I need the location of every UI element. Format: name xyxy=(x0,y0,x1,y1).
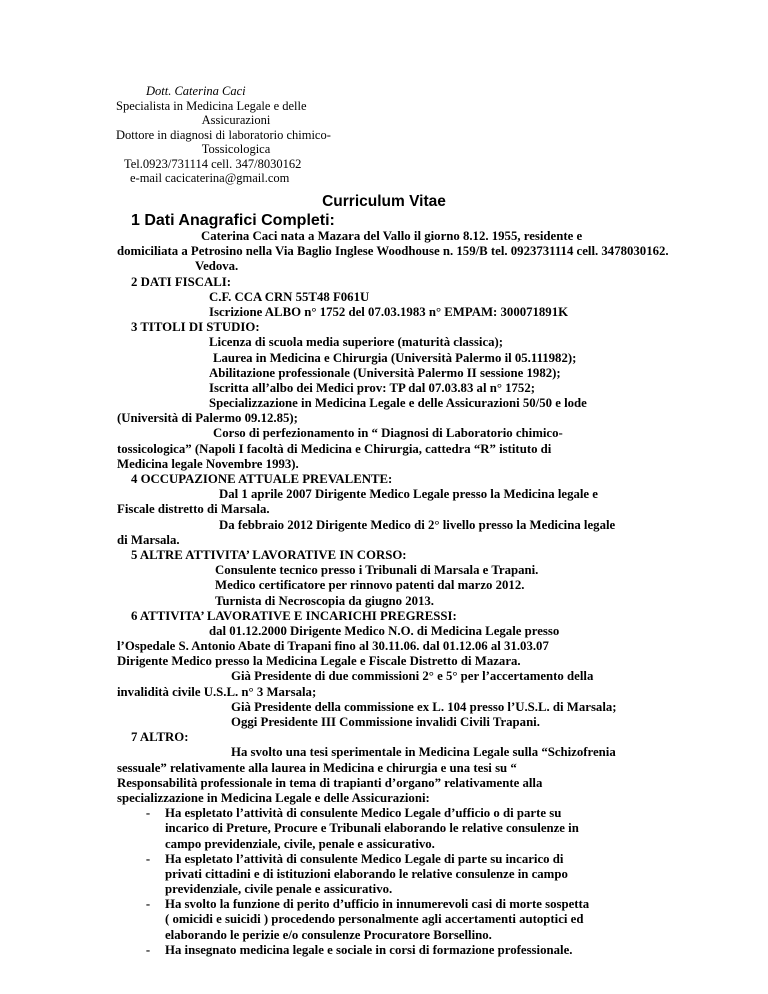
section-heading: 1 Dati Anagrafici Completi: xyxy=(131,212,335,229)
text-line: Specializzazione in Medicina Legale e delle Assicurazioni 50/50 e lode xyxy=(209,396,587,411)
bullet-dash: - xyxy=(145,897,151,912)
text-line: domiciliata a Petrosino nella Via Baglio Inglese Woodhouse n. 159/B tel. 0923731114 cell. 3478030162. xyxy=(117,244,669,259)
text-line: Licenza di scuola media superiore (maturità classica); xyxy=(209,335,504,350)
text-line: Laurea in Medicina e Chirurgia (Università Palermo il 05.111982); xyxy=(213,350,577,365)
list-item xyxy=(131,897,761,912)
text-line: Medicina legale Novembre 1993). xyxy=(117,456,299,471)
text-line: Medico certificatore per rinnovo patenti dal marzo 2012. xyxy=(215,578,525,593)
text-line: campo previdenziale, civile, penale e assicurativo. xyxy=(165,836,435,851)
text-line: invalidità civile U.S.L. n° 3 Marsala; xyxy=(117,684,317,699)
text-line: di Marsala. xyxy=(117,532,180,547)
text-line: Ha svolto una tesi sperimentale in Medicina Legale sulla “Schizofrenia xyxy=(231,745,616,760)
letterhead-line: Specialista in Medicina Legale e delle xyxy=(116,98,307,113)
section-heading: 7 ALTRO: xyxy=(131,730,189,745)
text-line: C.F. CCA CRN 55T48 F061U xyxy=(209,289,370,304)
text-line: Abilitazione professionale (Università Palermo II sessione 1982); xyxy=(209,365,561,380)
text-line: Turnista di Necroscopia da giugno 2013. xyxy=(215,593,435,608)
text-line: dal 01.12.2000 Dirigente Medico N.O. di Medicina Legale presso xyxy=(209,623,560,638)
text-line: previdenziale, civile penale e assicurativo. xyxy=(165,882,393,897)
text-line: (Università di Palermo 09.12.85); xyxy=(117,411,298,426)
text-line: sessuale” relativamente alla laurea in Medicina e chirurgia e una tesi su “ xyxy=(117,760,517,775)
doctor-name: Dott. Caterina Caci xyxy=(146,84,246,98)
document-body xyxy=(117,229,761,958)
list-item-text: Ha espletato l’attività di consulente Medico Legale d’ufficio o di parte su xyxy=(165,806,562,821)
text-line: Caterina Caci nata a Mazara del Vallo il giorno 8.12. 1955, residente e xyxy=(201,229,583,243)
bullet-dash: - xyxy=(145,851,151,866)
list-item-text: Ha svolto la funzione di perito d’ufficio in innumerevoli casi di morte sospetta xyxy=(165,897,590,912)
text-line: l’Ospedale S. Antonio Abate di Trapani fino al 30.11.06. dal 01.12.06 al 31.03.07 xyxy=(117,639,549,654)
document-title: Curriculum Vitae xyxy=(322,193,446,210)
list-item xyxy=(131,852,761,867)
text-line: Dirigente Medico presso la Medicina Legale e Fiscale Distretto di Mazara. xyxy=(117,654,521,669)
text-line: Iscritta all’albo dei Medici prov: TP dal 07.03.83 al n° 1752; xyxy=(209,380,535,395)
letterhead-line: Tossicologica xyxy=(201,142,271,156)
text-line: Oggi Presidente III Commissione invalidi Civili Trapani. xyxy=(231,715,540,729)
section-heading: 4 OCCUPAZIONE ATTUALE PREVALENTE: xyxy=(131,472,393,486)
text-line: ( omicidi e suicidi ) procedendo personalmente agli accertamenti autoptici ed xyxy=(165,912,584,927)
list-item xyxy=(131,943,761,958)
text-line: Già Presidente di due commissioni 2° e 5° per l’accertamento della xyxy=(231,669,594,684)
text-line: specializzazione in Medicina Legale e delle Assicurazioni: xyxy=(117,790,430,805)
section-heading: 2 DATI FISCALI: xyxy=(131,274,232,289)
section-heading: 6 ATTIVITA’ LAVORATIVE E INCARICHI PREGRESSI: xyxy=(131,608,457,623)
text-line: Già Presidente della commissione ex L. 104 presso l’U.S.L. di Marsala; xyxy=(231,699,617,714)
text-line: Da febbraio 2012 Dirigente Medico di 2° livello presso la Medicina legale xyxy=(219,517,616,532)
letterhead xyxy=(116,84,356,186)
email-line: e-mail cacicaterina@gmail.com xyxy=(130,171,290,185)
text-line: tossicologica” (Napoli I facoltà di Medicina e Chirurgia, cattedra “R” istituto di xyxy=(117,441,552,456)
text-line: Dal 1 aprile 2007 Dirigente Medico Legale presso la Medicina legale e xyxy=(219,487,598,502)
section-heading: 5 ALTRE ATTIVITA’ LAVORATIVE IN CORSO: xyxy=(131,547,407,562)
text-line: incarico di Preture, Procure e Tribunali elaborando le relative consulenze in xyxy=(165,821,579,836)
phone-line: Tel.0923/731114 cell. 347/8030162 xyxy=(124,156,302,171)
section-heading: 3 TITOLI DI STUDIO: xyxy=(131,320,260,335)
list-item xyxy=(131,806,761,821)
text-line: privati cittadini e di istituzioni elaborando le relative consulenze in campo xyxy=(165,866,568,881)
bullet-dash: - xyxy=(145,942,151,957)
list-item-text: Ha espletato l’attività di consulente Medico Legale di parte su incarico di xyxy=(165,851,564,866)
list-item-text: Ha insegnato medicina legale e sociale in corsi di formazione professionale. xyxy=(165,942,573,957)
text-line: Fiscale distretto di Marsala. xyxy=(117,502,270,517)
bullet-dash: - xyxy=(145,806,151,821)
text-line: Consulente tecnico presso i Tribunali di Marsala e Trapani. xyxy=(215,563,539,578)
letterhead-line: Dottore in diagnosi di laboratorio chimico- xyxy=(116,127,331,142)
text-line: elaborando le perizie e/o consulenze Procuratore Borsellino. xyxy=(165,927,492,942)
letterhead-line: Assicurazioni xyxy=(201,113,271,127)
text-line: Iscrizione ALBO n° 1752 del 07.03.1983 n° EMPAM: 300071891K xyxy=(209,304,569,319)
text-line: Corso di perfezionamento in “ Diagnosi di Laboratorio chimico- xyxy=(213,426,563,441)
text-line: Responsabilità professionale in tema di trapianti d’organo” relativamente alla xyxy=(117,775,543,790)
text-line: Vedova. xyxy=(195,259,239,274)
